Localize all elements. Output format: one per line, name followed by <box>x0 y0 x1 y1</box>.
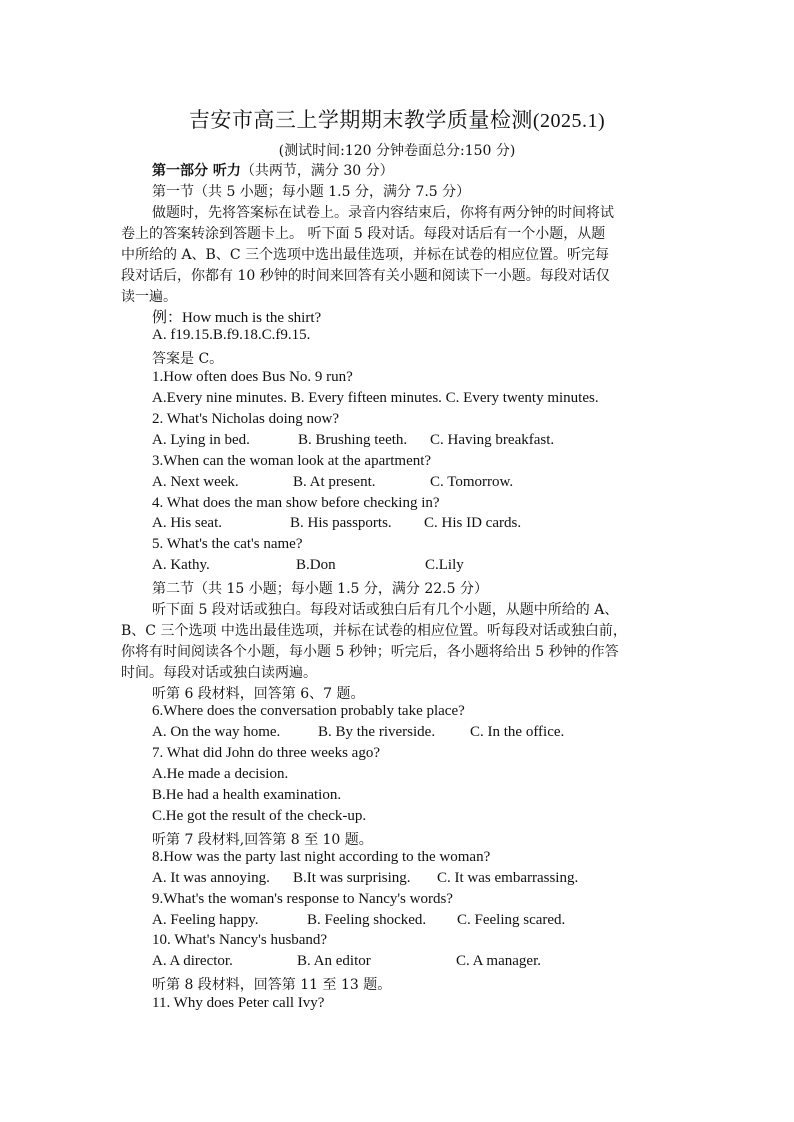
option-a: A. On the way home. <box>152 724 281 740</box>
material-8-heading: 听第 8 段材料，回答第 11 至 13 题。 <box>152 977 392 993</box>
example-options: A. f19.15.B.f9.18.C.f9.15. <box>152 327 311 343</box>
material-6-heading: 听第 6 段材料，回答第 6、7 题。 <box>152 686 365 702</box>
section2-instruction-line: B、C 三个选项 中选出最佳选项，并标在试卷的相应位置。听每段对话或独白前， <box>121 623 627 639</box>
section2-instruction-line: 你将有时间阅读各个小题，每小题 5 秒钟；听完后，各小题将给出 5 秒钟的作答 <box>121 644 619 660</box>
option-a: A. Feeling happy. <box>152 912 259 928</box>
question-6: 6.Where does the conversation probably take place? <box>152 703 465 719</box>
question-1-options: A.Every nine minutes. B. Every fifteen minutes. C. Every twenty minutes. <box>152 390 599 406</box>
title-text: 吉安市高三上学期期末教学质量检测 <box>188 108 533 132</box>
question-4: 4. What does the man show before checking in? <box>152 495 440 511</box>
option-c: C. Feeling scared. <box>457 912 566 928</box>
question-2: 2. What's Nicholas doing now? <box>152 411 339 427</box>
option-b: B. At present. <box>293 474 376 490</box>
option-a: A. It was annoying. <box>152 870 270 886</box>
example-answer: 答案是 C。 <box>152 351 224 367</box>
question-11: 11. Why does Peter call Ivy? <box>152 995 325 1011</box>
section1-instruction-line: 卷上的答案转涂到答题卡上。 听下面 5 段对话。每段对话后有一个小题，从题 <box>121 226 606 242</box>
material-7-heading: 听第 7 段材料,回答第 8 至 10 题。 <box>152 832 373 848</box>
option-b: B. Brushing teeth. <box>298 432 408 448</box>
option-a: A. His seat. <box>152 515 222 531</box>
question-7-option-b: B.He had a health examination. <box>152 787 342 803</box>
option-c: C. His ID cards. <box>424 515 522 531</box>
option-c: C. It was embarrassing. <box>437 870 579 886</box>
option-b: B.It was surprising. <box>293 870 411 886</box>
question-5: 5. What's the cat's name? <box>152 536 303 552</box>
example-question: 例：How much is the shirt? <box>152 310 322 326</box>
option-a: A. Next week. <box>152 474 239 490</box>
question-3: 3.When can the woman look at the apartment? <box>152 453 432 469</box>
option-a: A. Lying in bed. <box>152 432 250 448</box>
section1-heading: 第一节（共 5 小题；每小题 1.5 分，满分 7.5 分） <box>152 184 471 200</box>
question-7: 7. What did John do three weeks ago? <box>152 745 380 761</box>
option-b: B. His passports. <box>290 515 392 531</box>
page-title <box>0 104 794 134</box>
option-b: B. By the riverside. <box>318 724 436 740</box>
section2-heading: 第二节（共 15 小题；每小题 1.5 分，满分 22.5 分） <box>152 581 488 597</box>
exam-time-info: (测试时间:120 分钟卷面总分:150 分) <box>278 143 516 159</box>
part1-heading-rest: （共两节，满分 30 分） <box>240 163 394 179</box>
option-c: C. A manager. <box>456 953 541 969</box>
section1-instruction-line: 中所给的 A、B、C 三个选项中选出最佳选项，并标在试卷的相应位置。听完每 <box>121 247 610 263</box>
option-c: C. Tomorrow. <box>430 474 514 490</box>
question-9: 9.What's the woman's response to Nancy's words? <box>152 891 453 907</box>
part1-heading <box>152 160 794 180</box>
option-c: C. In the office. <box>470 724 565 740</box>
option-b: B. Feeling shocked. <box>307 912 427 928</box>
question-7-option-c: C.He got the result of the check-up. <box>152 808 367 824</box>
option-b: B. An editor <box>297 953 371 969</box>
title-year: (2025.1) <box>532 110 606 132</box>
question-10: 10. What's Nancy's husband? <box>152 932 328 948</box>
question-1: 1.How often does Bus No. 9 run? <box>152 369 353 385</box>
option-a: A. A director. <box>152 953 233 969</box>
part1-heading-bold: 第一部分 听力 <box>152 163 241 179</box>
section1-instruction-line: 做题时，先将答案标在试卷上。录音内容结束后，你将有两分钟的时间将试 <box>152 205 614 221</box>
option-c: C. Having breakfast. <box>430 432 555 448</box>
question-8: 8.How was the party last night according to the woman? <box>152 849 491 865</box>
option-b: B.Don <box>296 557 336 573</box>
option-a: A. Kathy. <box>152 557 210 573</box>
section2-instruction-line: 时间。每段对话或独白读两遍。 <box>121 665 317 681</box>
question-7-option-a: A.He made a decision. <box>152 766 289 782</box>
option-c: C.Lily <box>425 557 464 573</box>
section1-instruction-line: 段对话后，你都有 10 秒钟的时间来回答有关小题和阅读下一小题。每段对话仅 <box>121 268 610 284</box>
section1-instruction-line: 读一遍。 <box>121 289 177 305</box>
section2-instruction-line: 听下面 5 段对话或独白。每段对话或独白后有几个小题，从题中所给的 A、 <box>152 602 619 618</box>
